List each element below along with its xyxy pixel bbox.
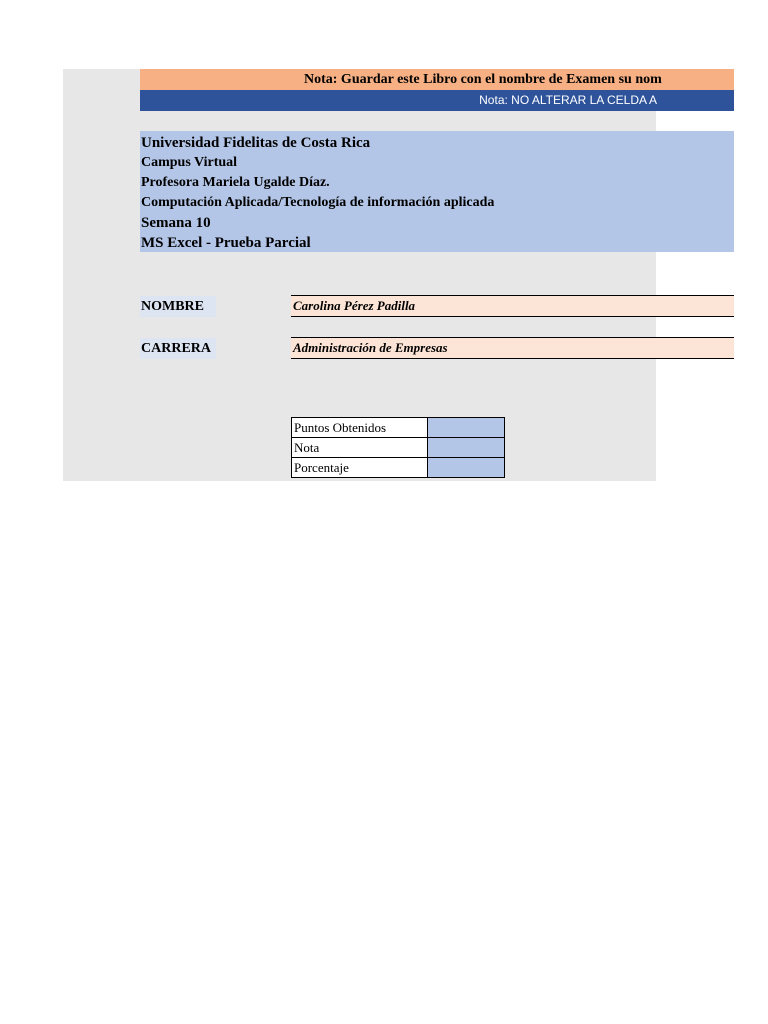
do-not-alter-note: Nota: NO ALTERAR LA CELDA A <box>140 90 734 111</box>
professor-name: Profesora Mariela Ugalde Díaz. <box>141 175 330 190</box>
table-row <box>292 438 505 458</box>
points-cell[interactable] <box>428 418 505 438</box>
name-value: Carolina Pérez Padilla <box>293 298 416 313</box>
score-table <box>291 417 505 478</box>
name-label: NOMBRE <box>140 296 216 317</box>
career-value: Administración de Empresas <box>293 340 448 355</box>
name-field[interactable] <box>291 295 734 317</box>
exam-title: MS Excel - Prueba Parcial <box>141 235 311 251</box>
course-header <box>140 131 734 252</box>
week-label: Semana 10 <box>141 215 211 231</box>
points-label: Puntos Obtenidos <box>292 418 428 438</box>
grade-cell[interactable] <box>428 438 505 458</box>
course-name: Computación Aplicada/Tecnología de información aplicada <box>141 195 495 210</box>
percentage-cell[interactable] <box>428 458 505 478</box>
campus-name: Campus Virtual <box>141 155 238 170</box>
career-label: CARRERA <box>140 338 216 359</box>
university-name: Universidad Fidelitas de Costa Rica <box>141 135 371 151</box>
grade-label: Nota <box>292 438 428 458</box>
table-row <box>292 458 505 478</box>
career-field[interactable] <box>291 337 734 359</box>
save-instruction-note: Nota: Guardar este Libro con el nombre de Examen su nom <box>140 69 734 90</box>
table-row <box>292 418 505 438</box>
percentage-label: Porcentaje <box>292 458 428 478</box>
